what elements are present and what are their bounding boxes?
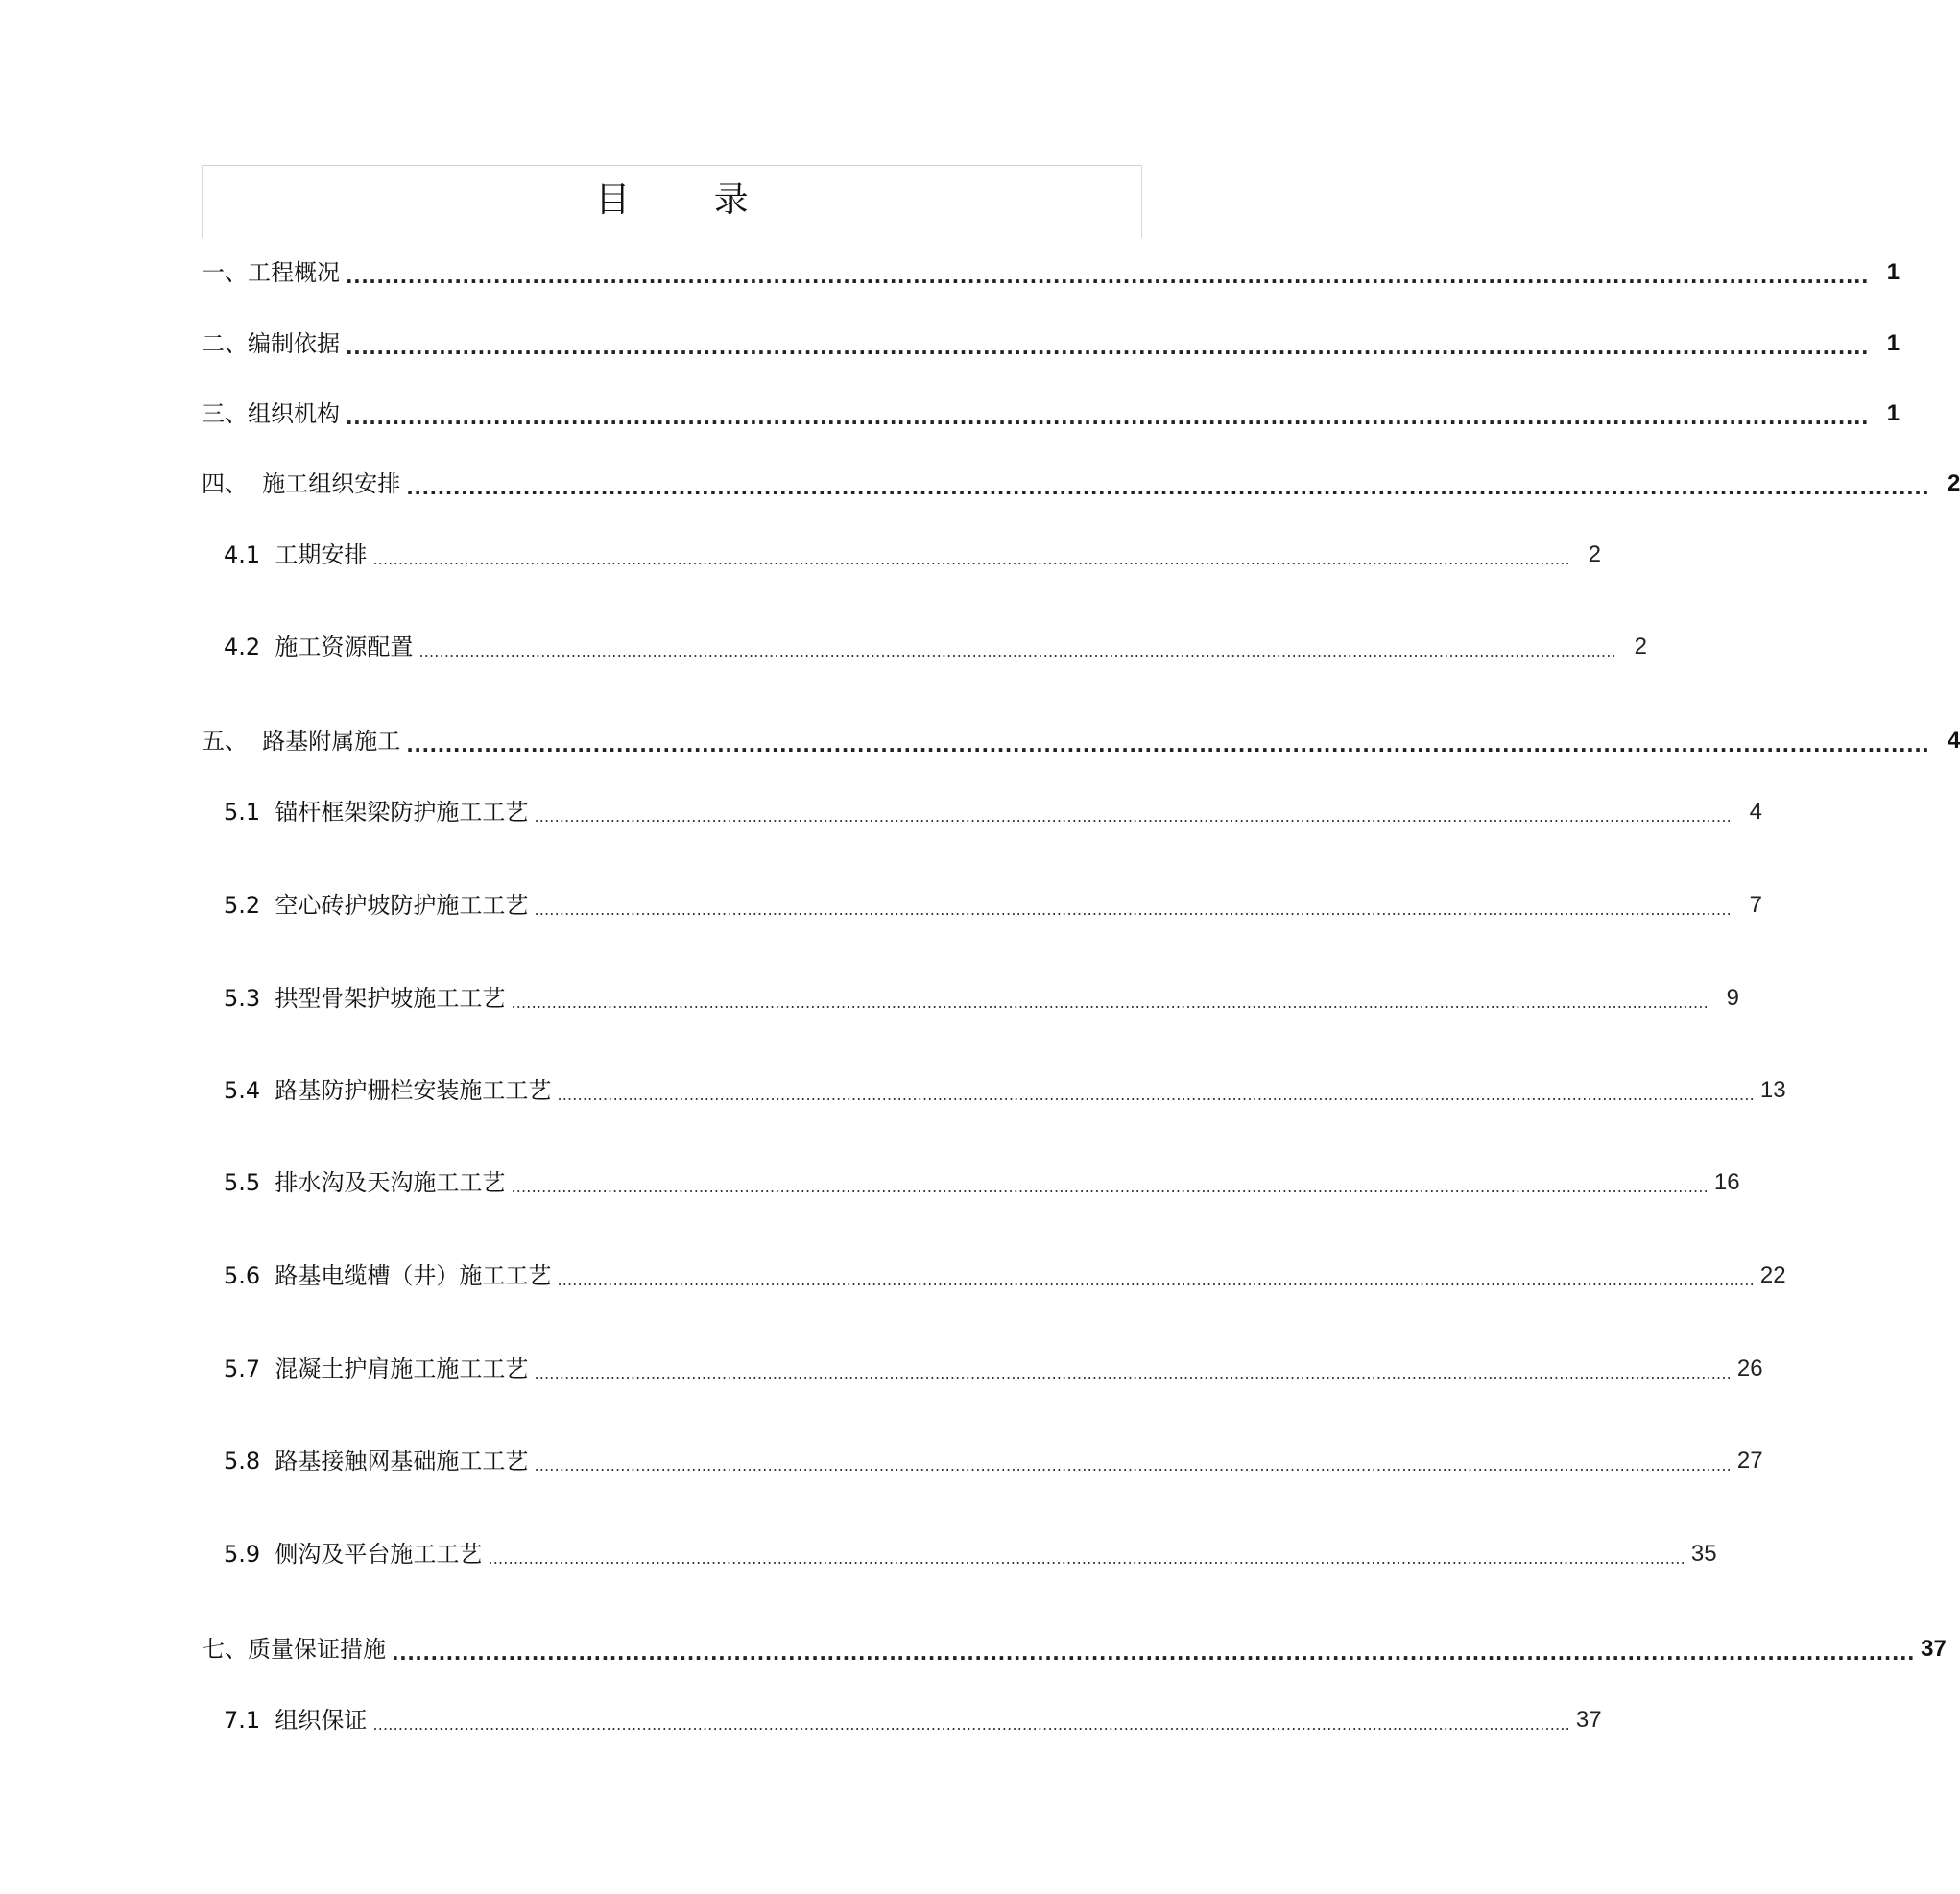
toc-entry[interactable] (224, 1352, 1763, 1386)
toc-entry-page: 37 (1921, 1636, 1947, 1662)
toc-entry-page: 2 (1588, 541, 1601, 567)
toc-leader-dots: ............................................................................................................................................................................................................................................ (511, 993, 1709, 1012)
toc-entry-label: 5.3 拱型骨架护坡施工工艺 (224, 985, 506, 1012)
toc-leader-dots: ............................................................................................................................................................................................................................................ (534, 899, 1732, 919)
toc-entry[interactable] (202, 255, 1900, 290)
toc-entry-label: 5.8 路基接触网基础施工工艺 (224, 1448, 529, 1474)
toc-entry-page: 1 (1886, 330, 1900, 356)
toc-entry-label: 五、 路基附属施工 (202, 728, 401, 755)
toc-entry-page: 35 (1690, 1541, 1717, 1567)
toc-entry-label: 5.4 路基防护栅栏安装施工工艺 (224, 1077, 552, 1104)
toc-leader-dots: ............................................................................................................................................................................................................................................ (511, 1177, 1709, 1196)
toc-entry[interactable] (202, 467, 1960, 501)
toc-entry-label: 7.1 组织保证 (224, 1707, 368, 1734)
toc-entry-label: 5.1 锚杆框架梁防护施工工艺 (224, 799, 529, 826)
toc-entry[interactable] (224, 888, 1762, 923)
toc-entry-page: 22 (1759, 1262, 1786, 1288)
toc-leader-dots: .................................................................................................................................................................................................... (406, 733, 1930, 756)
toc-entry-label: 二、编制依据 (202, 330, 340, 357)
toc-leader-dots: .................................................................................................................................................................................................... (346, 265, 1870, 288)
toc-entry[interactable] (224, 538, 1601, 572)
toc-entry-page: 2 (1634, 634, 1647, 659)
toc-leader-dots: ............................................................................................................................................................................................................................................ (534, 1455, 1732, 1474)
toc-entry-label: 5.5 排水沟及天沟施工工艺 (224, 1169, 506, 1196)
toc-leader-dots: .................................................................................................................................................................................................... (406, 476, 1930, 499)
toc-entry[interactable] (202, 326, 1900, 361)
toc-leader-dots: ............................................................................................................................................................................................................................................ (372, 1714, 1570, 1734)
toc-entry-page: 27 (1736, 1448, 1763, 1474)
toc-leader-dots: .................................................................................................................................................................................................... (392, 1642, 1916, 1665)
toc-leader-dots: ............................................................................................................................................................................................................................................ (418, 641, 1616, 660)
toc-entry-label: 一、工程概况 (202, 259, 340, 286)
page-title: 目 录 (595, 180, 785, 220)
toc-leader-dots: .................................................................................................................................................................................................... (346, 406, 1870, 429)
toc-entry-page: 1 (1886, 259, 1900, 285)
toc-entry[interactable] (202, 1632, 1947, 1666)
toc-leader-dots: ............................................................................................................................................................................................................................................ (534, 1363, 1732, 1382)
toc-entry-label: 5.7 混凝土护肩施工施工工艺 (224, 1355, 529, 1382)
toc-entry-label: 5.6 路基电缆槽（井）施工工艺 (224, 1262, 552, 1289)
toc-entry-label: 4.1 工期安排 (224, 541, 368, 568)
toc-leader-dots: ............................................................................................................................................................................................................................................ (557, 1270, 1755, 1289)
toc-entry-page: 37 (1575, 1707, 1602, 1733)
toc-leader-dots: ............................................................................................................................................................................................................................................ (534, 806, 1732, 826)
toc-entry-label: 四、 施工组织安排 (202, 470, 401, 497)
toc-entry-page: 26 (1736, 1355, 1763, 1381)
toc-entry[interactable] (224, 1537, 1717, 1571)
toc-entry-label: 七、质量保证措施 (202, 1636, 386, 1663)
toc-entry[interactable] (224, 1073, 1786, 1108)
toc-entry-page: 4 (1749, 799, 1762, 825)
toc-entry-label: 4.2 施工资源配置 (224, 634, 414, 660)
toc-leader-dots: .................................................................................................................................................................................................... (346, 336, 1870, 359)
toc-entry[interactable] (224, 630, 1647, 664)
toc-title-box (202, 165, 1142, 238)
toc-leader-dots: ............................................................................................................................................................................................................................................ (372, 549, 1570, 568)
toc-entry[interactable] (224, 1444, 1763, 1478)
toc-leader-dots: ............................................................................................................................................................................................................................................ (557, 1085, 1755, 1104)
toc-entry-page: 2 (1948, 470, 1960, 496)
toc-entry-page: 9 (1726, 985, 1739, 1011)
toc-entry[interactable] (224, 1165, 1740, 1200)
toc-entry[interactable] (224, 795, 1762, 829)
toc-entry-label: 5.2 空心砖护坡防护施工工艺 (224, 892, 529, 919)
toc-entry-page: 1 (1886, 400, 1900, 426)
toc-entry-label: 三、组织机构 (202, 400, 340, 427)
toc-entry[interactable] (202, 724, 1960, 758)
toc-entry-page: 13 (1759, 1077, 1786, 1103)
toc-leader-dots: ............................................................................................................................................................................................................................................ (488, 1548, 1685, 1568)
toc-entry-page: 16 (1713, 1169, 1740, 1195)
toc-entry[interactable] (224, 1259, 1786, 1293)
toc-entry[interactable] (202, 396, 1900, 431)
toc-entry-page: 4 (1948, 728, 1960, 754)
toc-entry-page: 7 (1749, 892, 1762, 918)
toc-entry-label: 5.9 侧沟及平台施工工艺 (224, 1541, 483, 1568)
toc-entry[interactable] (224, 1703, 1602, 1738)
toc-entry[interactable] (224, 981, 1739, 1016)
